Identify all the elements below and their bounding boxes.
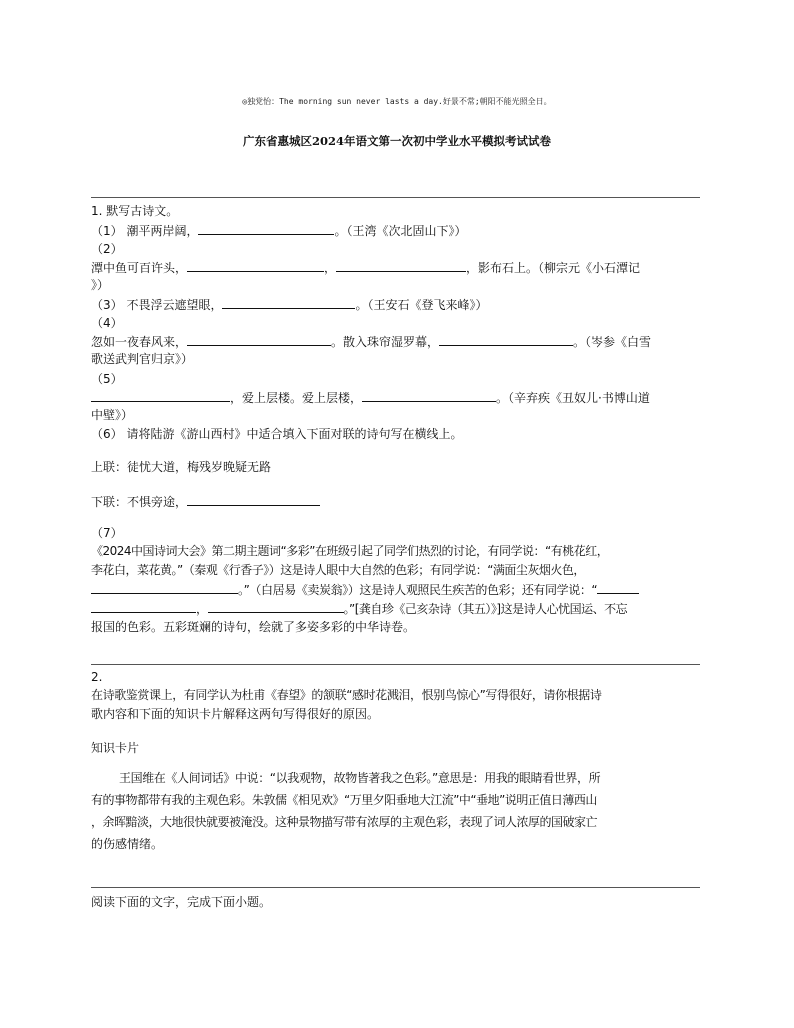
q1-item-7-number: （7） xyxy=(91,526,123,540)
q1-item-1-text-b: 。（王湾《次北固山下》） xyxy=(334,224,467,238)
answer-blank[interactable] xyxy=(187,258,324,272)
q2-number: 2. xyxy=(91,670,103,684)
q1-item-4-tail: 歌送武判官归京》） xyxy=(91,352,194,366)
q1-item-3 xyxy=(91,295,703,314)
answer-blank[interactable] xyxy=(187,332,331,346)
q1-item-7-line-2: 李花白，菜花黄。”（秦观《行香子》）这是诗人眼中大自然的色彩；有同学说：“满面尘灰烟火色， xyxy=(91,563,585,577)
q1-item-2 xyxy=(91,258,703,277)
answer-blank[interactable] xyxy=(597,580,639,594)
q2-prompt-line-1: 在诗歌鉴赏课上，有同学认为杜甫《春望》的颔联“感时花溅泪，恨别鸟惊心”写得很好，请你根据诗 xyxy=(91,688,602,702)
q1-item-7-line-5: 报国的色彩。五彩斑斓的诗句，绘就了多姿多彩的中华诗卷。 xyxy=(91,620,416,634)
q1-item-7-line-4-text: 。”[龚自珍《己亥杂诗（其五）》]这是诗人心忧国运、不忘 xyxy=(343,602,628,616)
q1-item-2-text-c: ，影布石上。（柳宗元《小石潭记 xyxy=(466,261,641,275)
q1-item-7-line-3-text: 。”（白居易《卖炭翁》）这是诗人观照民生疾苦的色彩；还有同学说：“ xyxy=(238,583,598,597)
knowledge-card-line-3: ，余晖黯淡，大地很快就要被淹没。这种景物描写带有浓厚的主观色彩，表现了词人浓厚的国破家亡 xyxy=(91,815,598,829)
q1-item-5-number: （5） xyxy=(91,372,123,386)
q1-item-1-text-a: （1） 潮平两岸阔， xyxy=(91,224,199,238)
q1-item-7-line-3 xyxy=(91,580,703,599)
page-motto: ◎独党怡：The morning sun never lasts a day.好景不常;朝阳不能光照全日。 xyxy=(242,97,552,106)
answer-blank[interactable] xyxy=(91,388,230,402)
q1-item-4-number: （4） xyxy=(91,316,123,330)
knowledge-card-title: 知识卡片 xyxy=(91,741,140,755)
q1-item-4-text-b: 。散入珠帘湿罗幕， xyxy=(331,335,440,349)
q1-item-2-text-a: 潭中鱼可百许头， xyxy=(91,261,188,275)
q1-item-5 xyxy=(91,388,703,407)
q1-item-7-line-4-comma: ， xyxy=(196,602,208,616)
answer-blank[interactable] xyxy=(222,295,355,309)
section-divider xyxy=(91,197,700,198)
q1-item-5-tail: 中壁》） xyxy=(91,408,134,422)
q1-item-4 xyxy=(91,332,703,351)
section-divider xyxy=(91,887,700,888)
q1-item-3-text-b: 。（王安石《登飞来峰》） xyxy=(355,298,488,312)
knowledge-card-line-4: 的伤感情绪。 xyxy=(91,837,164,851)
answer-blank[interactable] xyxy=(362,388,496,402)
q1-item-6-lower-text: 下联：不惧旁途， xyxy=(91,495,188,509)
q1-item-4-text-a: 忽如一夜春风来， xyxy=(91,335,188,349)
q1-item-2-text-b: ， xyxy=(324,261,337,275)
answer-blank[interactable] xyxy=(439,332,573,346)
q1-item-4-text-c: 。（岑参《白雪 xyxy=(573,335,652,349)
knowledge-card-line-2: 有的事物都带有我的主观色彩。朱敦儒《相见欢》“万里夕阳垂地大江流”中“垂地”说明正值日薄西山 xyxy=(91,793,597,807)
q1-item-5-text-b: 。（辛弃疾《丑奴儿·书博山道 xyxy=(496,391,650,405)
q1-item-2-tail: 》） xyxy=(91,278,110,292)
q1-item-3-text-a: （3） 不畏浮云遮望眼， xyxy=(91,298,223,312)
knowledge-card-line-1: 王国维在《人间词话》中说：“以我观物，故物皆著我之色彩。”意思是：用我的眼睛看世界，所 xyxy=(119,771,601,785)
answer-blank[interactable] xyxy=(187,492,320,506)
q1-item-6-prompt: （6） 请将陆游《游山西村》中适合填入下面对联的诗句写在横线上。 xyxy=(91,427,463,441)
q1-item-5-text-a: ，爱上层楼。爱上层楼， xyxy=(230,391,363,405)
answer-blank[interactable] xyxy=(91,580,238,594)
q1-item-2-number: （2） xyxy=(91,242,123,256)
q2-prompt-line-2: 歌内容和下面的知识卡片解释这两句写得很好的原因。 xyxy=(91,707,380,721)
page-title: 广东省惠城区2024年语文第一次初中学业水平模拟考试试卷 xyxy=(242,134,551,148)
answer-blank[interactable] xyxy=(198,221,334,235)
q1-item-7-line-4 xyxy=(91,599,703,618)
q3-intro: 阅读下面的文字，完成下面小题。 xyxy=(91,895,272,909)
q1-item-1 xyxy=(91,221,703,240)
answer-blank[interactable] xyxy=(208,599,344,613)
section-divider xyxy=(91,664,700,665)
answer-blank[interactable] xyxy=(91,599,196,613)
q1-item-6-upper-couplet: 上联：徒忧大道，梅残岁晚疑无路 xyxy=(91,460,272,474)
q1-heading: 1. 默写古诗文。 xyxy=(91,204,179,218)
q1-item-6-lower-couplet xyxy=(91,492,703,511)
answer-blank[interactable] xyxy=(336,258,466,272)
q1-item-7-line-1: 《2024中国诗词大会》第二期主题词“多彩”在班级引起了同学们热烈的讨论，有同学说：“有桃花红， xyxy=(91,544,609,558)
